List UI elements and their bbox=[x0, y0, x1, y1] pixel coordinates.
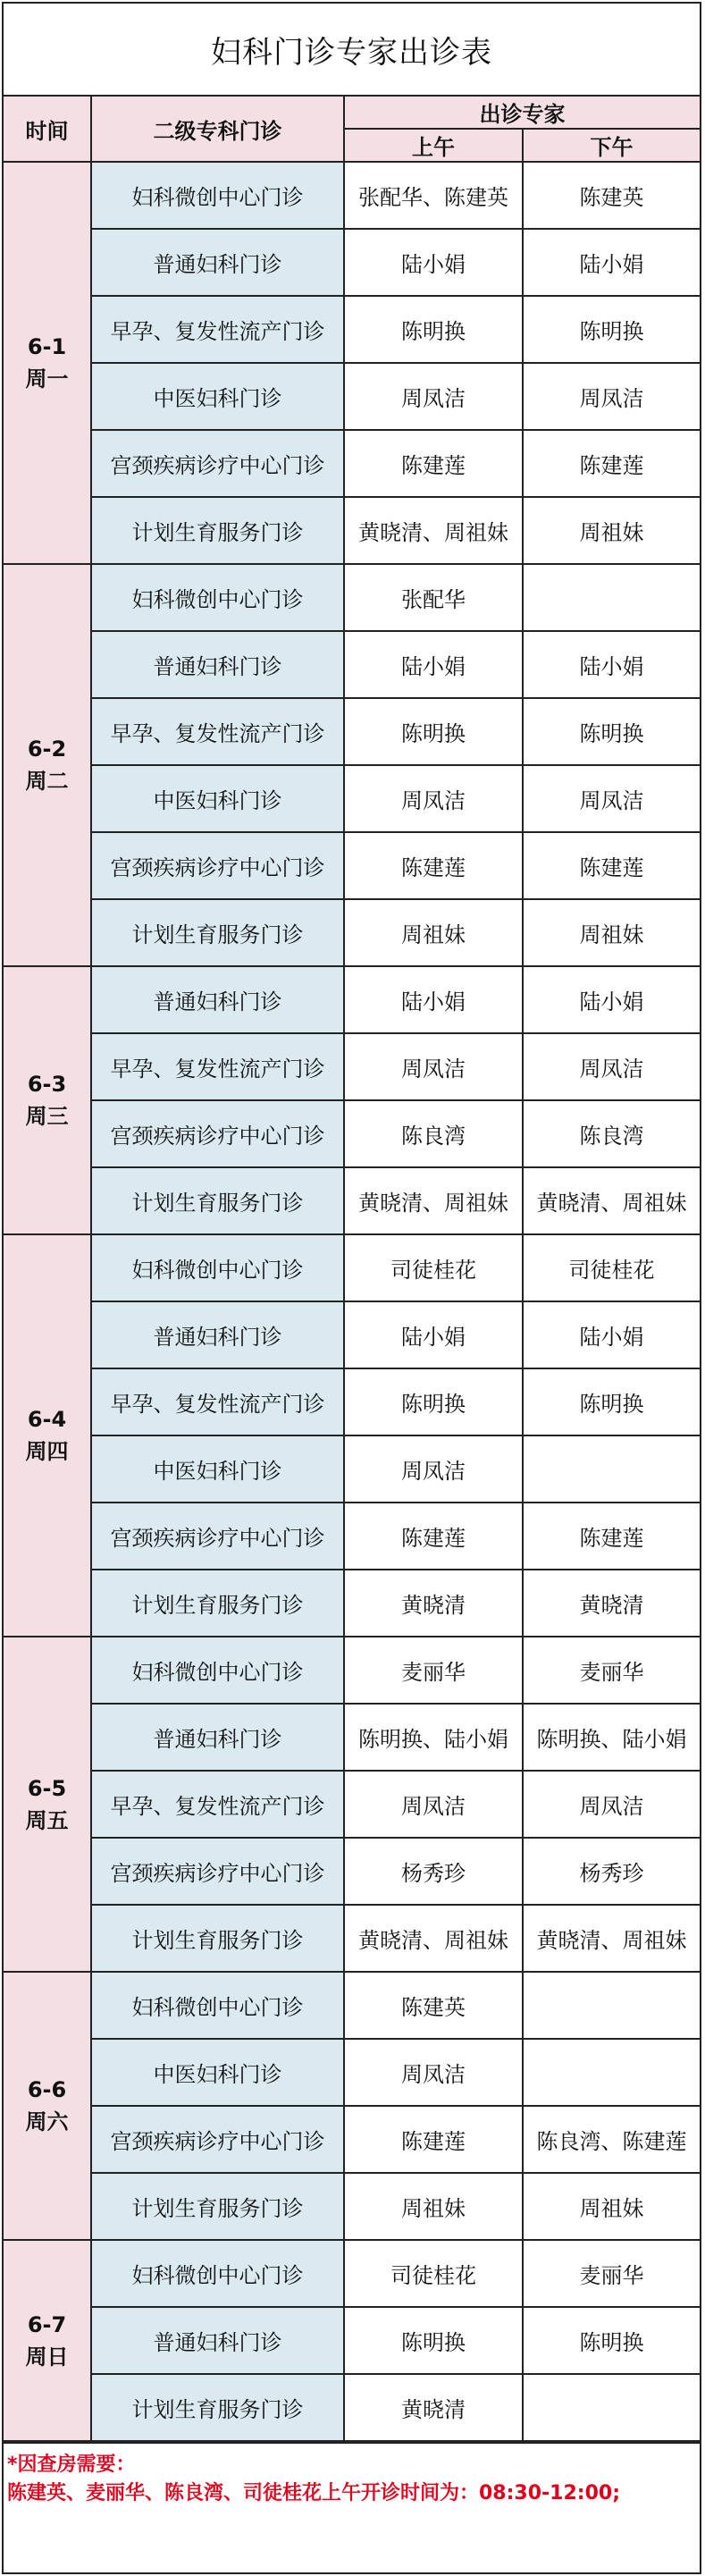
schedule-row bbox=[4, 2106, 700, 2173]
pm-expert-cell bbox=[523, 564, 700, 631]
pm-expert-cell: 黄晓清、周祖妹 bbox=[523, 1167, 700, 1234]
schedule-row bbox=[4, 765, 700, 832]
am-expert-cell: 陆小娟 bbox=[344, 966, 523, 1033]
schedule-row bbox=[4, 1100, 700, 1167]
pm-expert-cell: 黄晓清、周祖妹 bbox=[523, 1905, 700, 1972]
clinic-name-cell: 妇科微创中心门诊 bbox=[91, 564, 344, 631]
clinic-name-cell: 宫颈疾病诊疗中心门诊 bbox=[91, 1100, 344, 1167]
pm-expert-cell: 陈明换 bbox=[523, 296, 700, 363]
schedule-row bbox=[4, 162, 700, 229]
clinic-name-cell: 宫颈疾病诊疗中心门诊 bbox=[91, 430, 344, 497]
day-cell bbox=[4, 966, 91, 1234]
day-date: 6-3 bbox=[27, 1072, 67, 1097]
am-expert-cell: 陈明换 bbox=[344, 1368, 523, 1435]
am-expert-cell: 司徒桂花 bbox=[344, 1234, 523, 1301]
pm-expert-cell: 周凤洁 bbox=[523, 1771, 700, 1838]
pm-expert-cell: 周凤洁 bbox=[523, 765, 700, 832]
am-expert-cell: 周凤洁 bbox=[344, 363, 523, 430]
am-expert-cell: 陈建英 bbox=[344, 1972, 523, 2039]
day-weekday: 周五 bbox=[25, 1807, 69, 1833]
clinic-name-cell: 早孕、复发性流产门诊 bbox=[91, 1368, 344, 1435]
pm-expert-cell: 周凤洁 bbox=[523, 363, 700, 430]
am-expert-cell: 麦丽华 bbox=[344, 1637, 523, 1704]
clinic-name-cell: 早孕、复发性流产门诊 bbox=[91, 1033, 344, 1100]
clinic-name-cell: 计划生育服务门诊 bbox=[91, 899, 344, 966]
am-expert-cell: 张配华 bbox=[344, 564, 523, 631]
schedule-row bbox=[4, 430, 700, 497]
day-weekday: 周一 bbox=[25, 366, 69, 391]
am-expert-cell: 黄晓清、周祖妹 bbox=[344, 497, 523, 564]
pm-expert-cell: 陈明换 bbox=[523, 2307, 700, 2374]
schedule-row bbox=[4, 631, 700, 698]
notice-line-1: *因查房需要： bbox=[7, 2454, 136, 2476]
pm-expert-cell: 麦丽华 bbox=[523, 1637, 700, 1704]
pm-expert-cell: 陈良湾 bbox=[523, 1100, 700, 1167]
am-expert-cell: 杨秀珍 bbox=[344, 1838, 523, 1905]
am-expert-cell: 周凤洁 bbox=[344, 765, 523, 832]
am-expert-cell: 周祖妹 bbox=[344, 2173, 523, 2240]
notice bbox=[4, 2442, 700, 2515]
clinic-name-cell: 普通妇科门诊 bbox=[91, 2307, 344, 2374]
schedule-row bbox=[4, 2173, 700, 2240]
clinic-name-cell: 妇科微创中心门诊 bbox=[91, 1234, 344, 1301]
am-expert-cell: 陈明换 bbox=[344, 2307, 523, 2374]
am-expert-cell: 陈建莲 bbox=[344, 1503, 523, 1570]
day-weekday: 周二 bbox=[25, 769, 69, 794]
day-cell bbox=[4, 1972, 91, 2240]
clinic-name-cell: 计划生育服务门诊 bbox=[91, 2374, 344, 2441]
pm-expert-cell: 陆小娟 bbox=[523, 1301, 700, 1368]
am-expert-cell: 陆小娟 bbox=[344, 229, 523, 296]
pm-expert-cell: 司徒桂花 bbox=[523, 1234, 700, 1301]
clinic-name-cell: 计划生育服务门诊 bbox=[91, 497, 344, 564]
day-weekday: 周三 bbox=[25, 1104, 69, 1129]
pm-expert-cell: 杨秀珍 bbox=[523, 1838, 700, 1905]
day-cell bbox=[4, 1637, 91, 1972]
schedule-row bbox=[4, 1771, 700, 1838]
schedule-row bbox=[4, 832, 700, 899]
am-expert-cell: 陈明换 bbox=[344, 296, 523, 363]
clinic-name-cell: 宫颈疾病诊疗中心门诊 bbox=[91, 1503, 344, 1570]
pm-expert-cell: 陆小娟 bbox=[523, 631, 700, 698]
schedule-row bbox=[4, 1503, 700, 1570]
pm-expert-cell: 周祖妹 bbox=[523, 899, 700, 966]
am-expert-cell: 黄晓清 bbox=[344, 1570, 523, 1637]
schedule-row bbox=[4, 229, 700, 296]
pm-expert-cell: 陈建英 bbox=[523, 162, 700, 229]
am-expert-cell: 陈建莲 bbox=[344, 832, 523, 899]
schedule-row bbox=[4, 1167, 700, 1234]
clinic-name-cell: 普通妇科门诊 bbox=[91, 631, 344, 698]
schedule-row bbox=[4, 2374, 700, 2441]
schedule-row bbox=[4, 1435, 700, 1503]
day-cell bbox=[4, 162, 91, 564]
page-title: 妇科门诊专家出诊表 bbox=[4, 4, 700, 97]
am-expert-cell: 周凤洁 bbox=[344, 1435, 523, 1503]
clinic-name-cell: 宫颈疾病诊疗中心门诊 bbox=[91, 2106, 344, 2173]
day-date: 6-1 bbox=[27, 334, 67, 359]
schedule-row bbox=[4, 1570, 700, 1637]
pm-expert-cell: 陈建莲 bbox=[523, 832, 700, 899]
pm-expert-cell: 陈明换 bbox=[523, 1368, 700, 1435]
schedule-row bbox=[4, 1301, 700, 1368]
pm-expert-cell: 周祖妹 bbox=[523, 497, 700, 564]
schedule-sheet bbox=[2, 2, 701, 2574]
header-clinic: 二级专科门诊 bbox=[91, 97, 344, 162]
clinic-name-cell: 中医妇科门诊 bbox=[91, 363, 344, 430]
pm-expert-cell: 陈良湾、陈建莲 bbox=[523, 2106, 700, 2173]
am-expert-cell: 陈明换、陆小娟 bbox=[344, 1704, 523, 1771]
clinic-name-cell: 计划生育服务门诊 bbox=[91, 2173, 344, 2240]
pm-expert-cell bbox=[523, 1435, 700, 1503]
clinic-name-cell: 妇科微创中心门诊 bbox=[91, 1972, 344, 2039]
schedule-row bbox=[4, 1704, 700, 1771]
schedule-row bbox=[4, 899, 700, 966]
am-expert-cell: 陈明换 bbox=[344, 698, 523, 765]
am-expert-cell: 张配华、陈建英 bbox=[344, 162, 523, 229]
clinic-name-cell: 计划生育服务门诊 bbox=[91, 1570, 344, 1637]
pm-expert-cell: 陆小娟 bbox=[523, 229, 700, 296]
schedule-table bbox=[4, 97, 700, 2442]
clinic-name-cell: 计划生育服务门诊 bbox=[91, 1167, 344, 1234]
clinic-name-cell: 普通妇科门诊 bbox=[91, 966, 344, 1033]
am-expert-cell: 周凤洁 bbox=[344, 1771, 523, 1838]
am-expert-cell: 黄晓清 bbox=[344, 2374, 523, 2441]
day-cell bbox=[4, 2240, 91, 2441]
pm-expert-cell bbox=[523, 2374, 700, 2441]
schedule-body bbox=[4, 162, 700, 2441]
schedule-row bbox=[4, 2240, 700, 2307]
am-expert-cell: 周凤洁 bbox=[344, 2039, 523, 2106]
schedule-row bbox=[4, 1905, 700, 1972]
clinic-name-cell: 妇科微创中心门诊 bbox=[91, 2240, 344, 2307]
day-weekday: 周四 bbox=[25, 1439, 69, 1464]
pm-expert-cell: 周凤洁 bbox=[523, 1033, 700, 1100]
am-expert-cell: 陆小娟 bbox=[344, 631, 523, 698]
schedule-row bbox=[4, 1368, 700, 1435]
day-weekday: 周六 bbox=[25, 2109, 69, 2134]
schedule-row bbox=[4, 1972, 700, 2039]
pm-expert-cell: 陈建莲 bbox=[523, 430, 700, 497]
pm-expert-cell: 麦丽华 bbox=[523, 2240, 700, 2307]
am-expert-cell: 陆小娟 bbox=[344, 1301, 523, 1368]
day-date: 6-7 bbox=[27, 2311, 67, 2337]
clinic-name-cell: 中医妇科门诊 bbox=[91, 765, 344, 832]
clinic-name-cell: 中医妇科门诊 bbox=[91, 2039, 344, 2106]
header-experts: 出诊专家 bbox=[344, 97, 700, 129]
pm-expert-cell: 黄晓清 bbox=[523, 1570, 700, 1637]
schedule-row bbox=[4, 2307, 700, 2374]
schedule-row bbox=[4, 1838, 700, 1905]
am-expert-cell: 黄晓清、周祖妹 bbox=[344, 1905, 523, 1972]
schedule-row bbox=[4, 698, 700, 765]
clinic-name-cell: 宫颈疾病诊疗中心门诊 bbox=[91, 832, 344, 899]
schedule-row bbox=[4, 1234, 700, 1301]
am-expert-cell: 陈建莲 bbox=[344, 430, 523, 497]
am-expert-cell: 陈建莲 bbox=[344, 2106, 523, 2173]
am-expert-cell: 司徒桂花 bbox=[344, 2240, 523, 2307]
day-cell bbox=[4, 1234, 91, 1637]
day-date: 6-6 bbox=[27, 2077, 67, 2102]
schedule-row bbox=[4, 564, 700, 631]
clinic-name-cell: 普通妇科门诊 bbox=[91, 1301, 344, 1368]
notice-line-2: 陈建英、麦丽华、陈良湾、司徒桂花上午开诊时间为：08:30-12:00; bbox=[7, 2482, 620, 2504]
schedule-row bbox=[4, 296, 700, 363]
am-expert-cell: 黄晓清、周祖妹 bbox=[344, 1167, 523, 1234]
pm-expert-cell: 陈明换 bbox=[523, 698, 700, 765]
clinic-name-cell: 早孕、复发性流产门诊 bbox=[91, 698, 344, 765]
schedule-row bbox=[4, 363, 700, 430]
pm-expert-cell: 陈明换、陆小娟 bbox=[523, 1704, 700, 1771]
pm-expert-cell: 周祖妹 bbox=[523, 2173, 700, 2240]
pm-expert-cell bbox=[523, 1972, 700, 2039]
pm-expert-cell bbox=[523, 2039, 700, 2106]
header-pm: 下午 bbox=[523, 129, 700, 162]
schedule-row bbox=[4, 2039, 700, 2106]
day-date: 6-5 bbox=[27, 1775, 67, 1801]
schedule-row bbox=[4, 1033, 700, 1100]
am-expert-cell: 周祖妹 bbox=[344, 899, 523, 966]
clinic-name-cell: 早孕、复发性流产门诊 bbox=[91, 1771, 344, 1838]
pm-expert-cell: 陈建莲 bbox=[523, 1503, 700, 1570]
clinic-name-cell: 计划生育服务门诊 bbox=[91, 1905, 344, 1972]
clinic-name-cell: 普通妇科门诊 bbox=[91, 1704, 344, 1771]
day-weekday: 周日 bbox=[25, 2344, 69, 2370]
am-expert-cell: 陈良湾 bbox=[344, 1100, 523, 1167]
day-cell bbox=[4, 564, 91, 966]
pm-expert-cell: 陆小娟 bbox=[523, 966, 700, 1033]
day-date: 6-2 bbox=[27, 737, 67, 762]
clinic-name-cell: 普通妇科门诊 bbox=[91, 229, 344, 296]
clinic-name-cell: 早孕、复发性流产门诊 bbox=[91, 296, 344, 363]
header-am: 上午 bbox=[344, 129, 523, 162]
am-expert-cell: 周凤洁 bbox=[344, 1033, 523, 1100]
clinic-name-cell: 妇科微创中心门诊 bbox=[91, 1637, 344, 1704]
schedule-row bbox=[4, 1637, 700, 1704]
clinic-name-cell: 妇科微创中心门诊 bbox=[91, 162, 344, 229]
clinic-name-cell: 中医妇科门诊 bbox=[91, 1435, 344, 1503]
day-date: 6-4 bbox=[27, 1407, 67, 1432]
schedule-row bbox=[4, 497, 700, 564]
clinic-name-cell: 宫颈疾病诊疗中心门诊 bbox=[91, 1838, 344, 1905]
header-time: 时间 bbox=[4, 97, 91, 162]
schedule-row bbox=[4, 966, 700, 1033]
